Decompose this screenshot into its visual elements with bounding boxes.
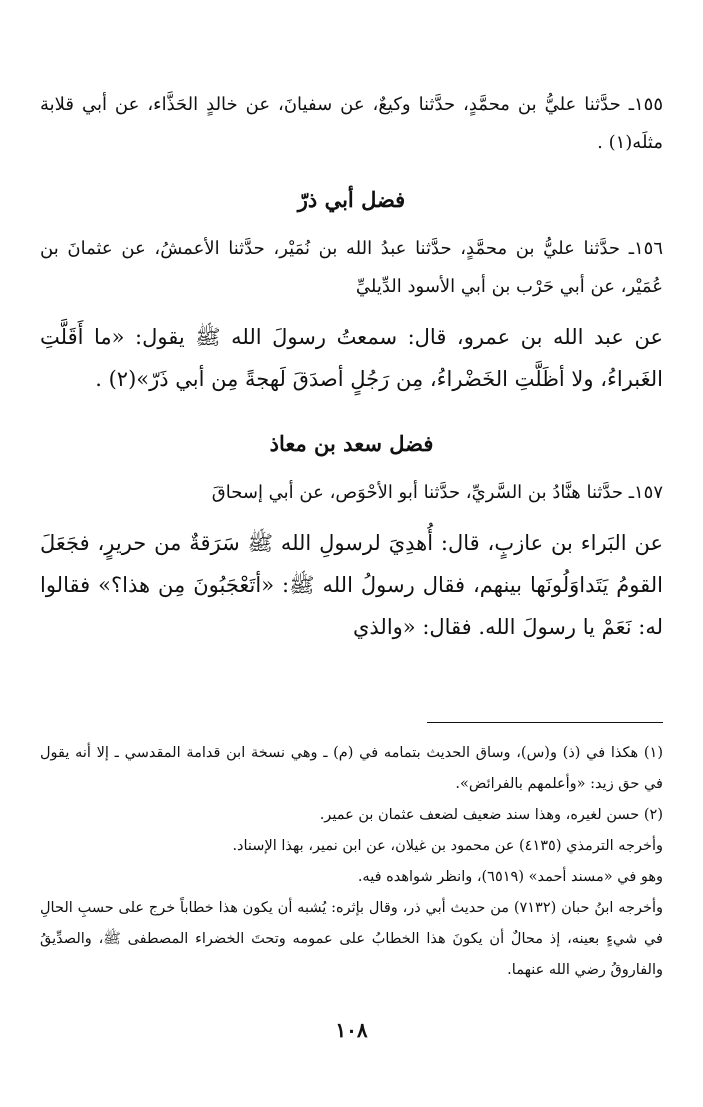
main-text (40, 86, 663, 648)
footnote-2-ibn-hibban: وأخرجه ابنُ حبان (٧١٣٢) من حديث أبي ذر، وقال بإثره: يُشبه أن يكون هذا خطاباً خرج على حسبِ الحالِ في شيءٍ بعينه، إذ محالٌ أن يكونَ هذا الخطابُ على عمومه وتحتَ الخضراء المصطفى ﷺ، والصدِّيقُ والفاروقُ رضي الله عنهما. (40, 900, 663, 978)
hadith-156-matn: عن عبد الله بن عمرو، قال: سمعتُ رسولَ الله ﷺ يقول: «ما أَقَلَّتِ الغَبراءُ، ولا أظَلَّتِ الخَضْراءُ، مِن رَجُلٍ أصدَقَ لَهجةً مِن أبي ذَرّ»(٢) . (40, 325, 663, 391)
hadith-155: ١٥٥ـ حدَّثنا عليُّ بن محمَّدٍ، حدَّثنا وكيعٌ، عن سفيانَ، عن خالدٍ الحَذَّاء، عن أبي قلابة مثلَه(١) . (40, 94, 663, 153)
footnote-divider (427, 722, 663, 723)
footnote-2-tirmidhi: وأخرجه الترمذي (٤١٣٥) عن محمود بن غيلان، عن ابن نمير، بهذا الإسناد. (232, 838, 663, 854)
hadith-156-isnad: ١٥٦ـ حدَّثنا عليُّ بن محمَّدٍ، حدَّثنا عبدُ الله بن نُمَيْر، حدَّثنا الأعمشُ، عن عثمانَ بن عُمَيْر، عن أبي حَرْب بن أبي الأسود الدِّيليِّ (40, 238, 663, 297)
hadith-157-matn: عن البَراء بن عازبٍ، قال: أُهدِيَ لرسولِ الله ﷺ سَرَقةٌ من حريرٍ، فجَعَلَ القومُ يَتَداوَلُونَها بينهم، فقال رسولُ الله ﷺ: «أتَعْجَبُونَ مِن هذا؟» فقالوا له: نَعَمْ يا رسولَ الله. فقال: «والذي (40, 531, 663, 639)
footnote-2-musnad: وهو في «مسند أحمد» (٦٥١٩)، وانظر شواهده فيه. (357, 869, 663, 885)
footnote-1: (١) هكذا في (ذ) و(س)، وساق الحديث بتمامه في (م) ـ وهي نسخة ابن قدامة المقدسي ـ إلا أنه يقول في حق زيد: «وأعلمهم بالفرائض». (40, 745, 663, 792)
footnotes (40, 738, 663, 986)
section-heading-saad: فضل سعد بن معاذ (269, 431, 434, 456)
footnote-2: (٢) حسن لغيره، وهذا سند ضعيف لضعف عثمان بن عمير. (319, 807, 663, 823)
hadith-157-isnad: ١٥٧ـ حدَّثنا هنَّادُ بن السَّريِّ، حدَّثنا أبو الأحْوَص، عن أبي إسحاقَ (211, 482, 663, 503)
page-number: ١٠٨ (335, 1018, 368, 1042)
section-heading-abu-dharr: فضل أبي ذرّ (297, 187, 406, 212)
